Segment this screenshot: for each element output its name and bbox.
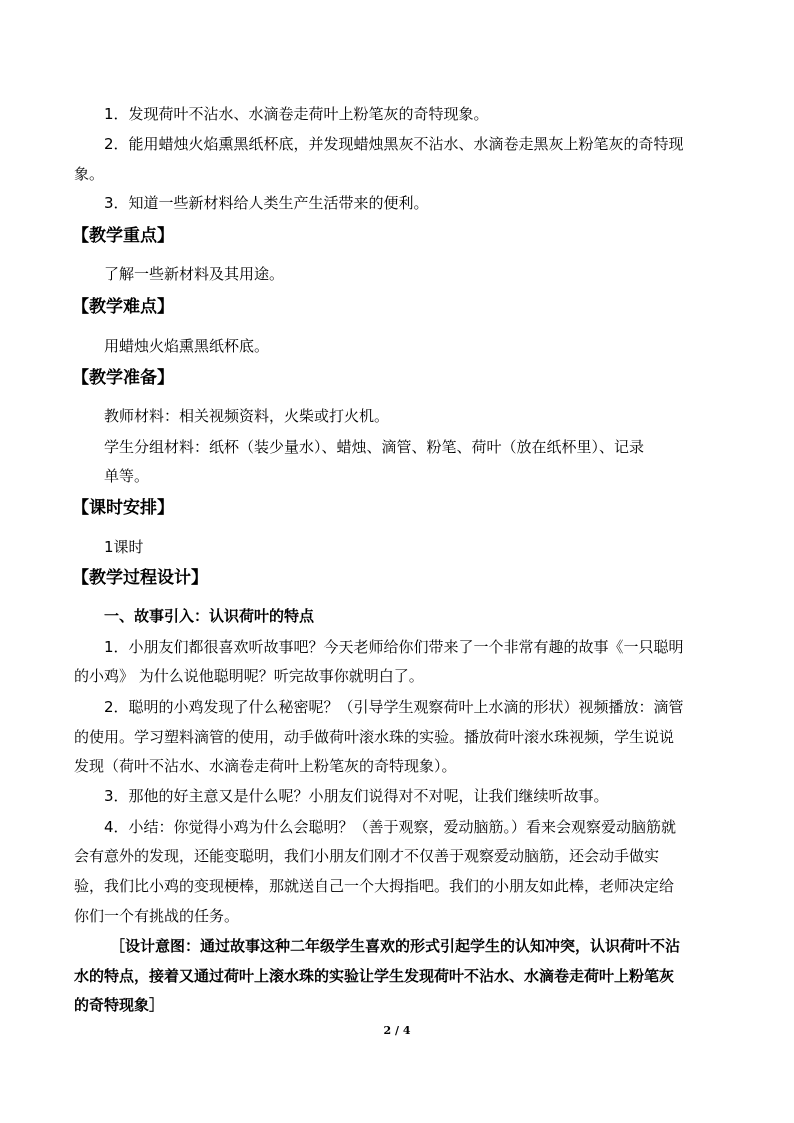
preparation-student-line-1: 学生分组材料：纸杯（装少量水）、蜡烛、滴管、粉笔、荷叶（放在纸杯里）、记录 [104, 438, 645, 456]
objective-item-2-line-2: 象。 [74, 165, 105, 183]
difficulties-heading: 【教学难点】 [72, 297, 174, 317]
design-intent-line-1: ［设计意图：通过故事这种二年级学生喜欢的形式引起学生的认知冲突，认识荷叶不沾 [110, 937, 681, 955]
difficulties-text: 用蜡烛火焰熏黑纸杯底。 [104, 337, 270, 355]
paragraph-4-line-4: 你们一个有挑战的任务。 [74, 907, 240, 925]
design-intent-line-3: 的奇特现象］ [74, 996, 165, 1014]
objective-item-1: 1．发现荷叶不沾水、水滴卷走荷叶上粉笔灰的奇特现象。 [104, 105, 489, 123]
preparation-teacher: 教师材料：相关视频资料，火柴或打火机。 [104, 407, 390, 425]
page-number: 2 / 4 [383, 1024, 411, 1037]
paragraph-4-line-1: 4．小结：你觉得小鸡为什么会聪明？（善于观察，爱动脑筋。）看来会观察爱动脑筋就 [104, 818, 677, 836]
paragraph-4-line-3: 验，我们比小鸡的变现梗棒，那就送自己一个大拇指吧。我们的小朋友如此棒，老师决定给 [74, 877, 675, 895]
key-points-text: 了解一些新材料及其用途。 [104, 265, 285, 283]
paragraph-1-line-1: 1．小朋友们都很喜欢听故事吧？今天老师给你们带来了一个非常有趣的故事《一只聪明 [104, 638, 684, 656]
preparation-heading: 【教学准备】 [72, 368, 174, 388]
objective-item-2-line-1: 2．能用蜡烛火焰熏黑纸杯底，并发现蜡烛黑灰不沾水、水滴卷走黑灰上粉笔灰的奇特现 [104, 135, 684, 153]
paragraph-2-line-2: 的使用。学习塑料滴管的使用，动手做荷叶滚水珠的实验。播放荷叶滚水珠视频，学生说说 [74, 728, 675, 746]
process-heading: 【教学过程设计】 [72, 568, 208, 588]
paragraph-3: 3．那他的好主意又是什么呢？小朋友们说得对不对呢，让我们继续听故事。 [104, 787, 609, 805]
section-1-title: 一、故事引入：认识荷叶的特点 [104, 607, 315, 625]
preparation-student-line-2: 单等。 [104, 467, 150, 485]
paragraph-4-line-2: 会有意外的发现，还能变聪明，我们小朋友们刚才不仅善于观察爱动脑筋，还会动手做实 [74, 847, 660, 865]
schedule-text: 1课时 [104, 538, 144, 556]
schedule-heading: 【课时安排】 [72, 498, 174, 518]
key-points-heading: 【教学重点】 [72, 226, 174, 246]
objective-item-3: 3．知道一些新材料给人类生产生活带来的便利。 [104, 194, 429, 212]
paragraph-2-line-3: 发现（荷叶不沾水、水滴卷走荷叶上粉笔灰的奇特现象）。 [74, 757, 457, 775]
design-intent-line-2: 水的特点，接着又通过荷叶上滚水珠的实验让学生发现荷叶不沾水、水滴卷走荷叶上粉笔灰 [74, 967, 675, 985]
paragraph-1-line-2: 的小鸡》 为什么说他聪明呢？听完故事你就明白了。 [74, 667, 424, 685]
paragraph-2-line-1: 2．聪明的小鸡发现了什么秘密呢？（引导学生观察荷叶上水滴的形状）视频播放：滴管 [104, 698, 684, 716]
